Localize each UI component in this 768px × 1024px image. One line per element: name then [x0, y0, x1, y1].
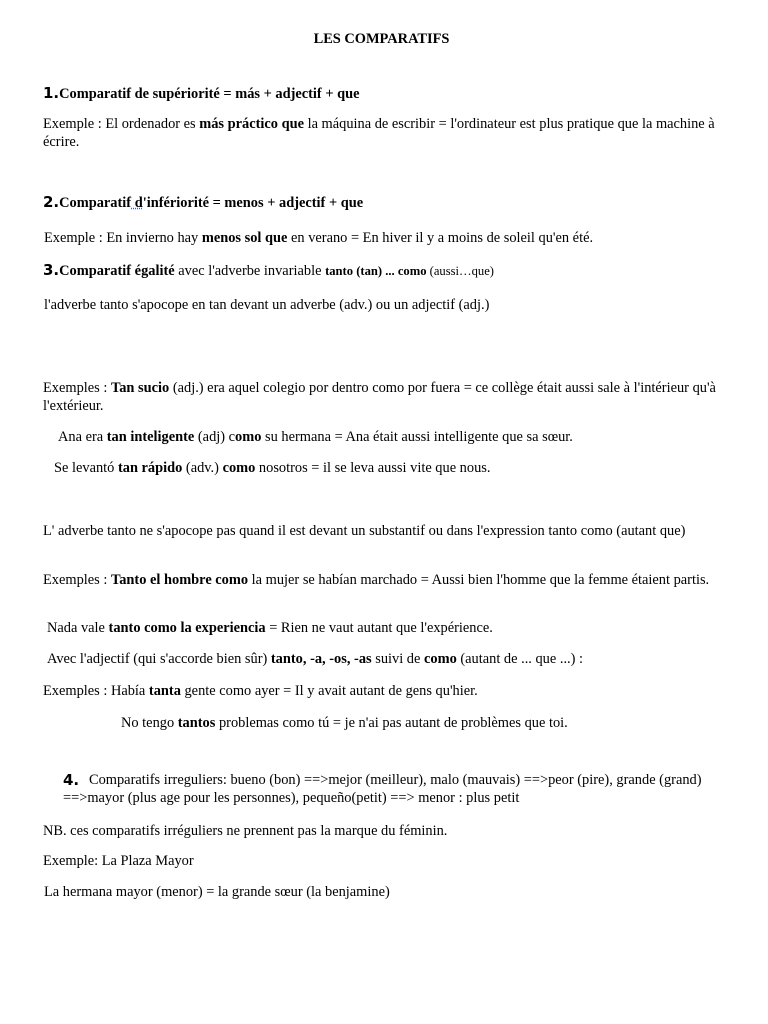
- text: gente como ayer = Il y avait autant de gens qu'hier.: [180, 683, 478, 699]
- section-4-example-plaza: Exemple: La Plaza Mayor: [43, 853, 194, 869]
- text-bold: Tanto el hombre como: [110, 572, 249, 588]
- heading-text: = menos + adjectif + que: [209, 195, 364, 211]
- example-tan-rapido: [54, 459, 744, 477]
- text: su hermana = Ana était aussi intelligente que sa sœur.: [261, 429, 573, 445]
- text: Exemple : En invierno hay: [44, 230, 202, 246]
- section-2-heading: [43, 193, 733, 212]
- heading-text: Comparatif égalité: [59, 263, 175, 279]
- text: (autant de ... que ...) :: [456, 651, 584, 667]
- text-bold: más práctico que: [199, 116, 304, 132]
- text-bold: menos sol que: [201, 230, 288, 246]
- text: Exemple : El ordenador es: [43, 116, 200, 132]
- text: problemas como tú = je n'ai pas autant de problèmes que toi.: [215, 715, 568, 731]
- heading-text: avec l'adverbe invariable: [174, 263, 326, 279]
- adjective-rule: [47, 650, 737, 668]
- section-4-example-hermana: La hermana mayor (menor) = la grande sœur (la benjamine): [44, 884, 390, 900]
- text: Ana era: [58, 429, 107, 445]
- heading-text: (aussi…que): [426, 264, 495, 278]
- example-nada-vale: [47, 619, 737, 637]
- heading-text: 'infériorité: [142, 195, 210, 211]
- text: nosotros = il se leva aussi vite que nous.: [255, 460, 491, 476]
- section-number: 2.: [43, 193, 60, 211]
- text: en verano = En hiver il y a moins de soleil qu'en été.: [287, 230, 594, 246]
- text: Nada vale: [47, 620, 109, 636]
- section-3-heading: [43, 261, 733, 280]
- section-number: 1.: [43, 84, 60, 102]
- example-tantos-problemas: [121, 714, 721, 732]
- text-bold: tanto, -a, -os, -as: [270, 651, 372, 667]
- section-4-text: Comparatifs irreguliers: bueno (bon) ==>mejor (meilleur), malo (mauvais) ==>peor (pire), grande (grand) ==>mayor (plus age pour les personnes), pequeño(petit) ==> menor : plus petit: [63, 772, 702, 806]
- text: (adj.) era aquel colegio por dentro como por fuera = ce collège était aussi sale à l'intérieur qu'à l'extérieur.: [43, 380, 716, 414]
- text: = Rien ne vaut autant que l'expérience.: [265, 620, 493, 636]
- example-tan-sucio: [43, 379, 733, 415]
- text-bold: tantos: [177, 715, 216, 731]
- example-tanto-el-hombre: [43, 571, 733, 589]
- apocope-rule: l'adverbe tanto s'apocope en tan devant un adverbe (adv.) ou un adjectif (adj.): [44, 297, 490, 313]
- heading-text-underlined: d: [131, 195, 143, 211]
- text-bold: tan inteligente: [106, 429, 195, 445]
- text: Exemples : Había: [43, 683, 149, 699]
- heading-text: Comparatif de supériorité = más + adjectif + que: [59, 86, 360, 102]
- text-bold: tanta: [148, 683, 181, 699]
- section-4-number: 4.: [63, 771, 80, 789]
- text: Exemples :: [43, 572, 111, 588]
- text: No tengo: [121, 715, 178, 731]
- text: (adv.): [182, 460, 223, 476]
- section-number: 3.: [43, 261, 60, 279]
- text: Avec l'adjectif (qui s'accorde bien sûr): [47, 651, 271, 667]
- text-bold: como: [424, 651, 457, 667]
- text: suivi de: [371, 651, 424, 667]
- text: Exemples :: [43, 380, 111, 396]
- text-bold: Tan sucio: [110, 380, 170, 396]
- heading-text: Comparatif: [59, 195, 132, 211]
- section-1-heading: [43, 84, 733, 103]
- text: (adj) c: [194, 429, 236, 445]
- example-tanta-gente: [43, 682, 733, 700]
- text-bold: tanto como la experiencia: [108, 620, 266, 636]
- heading-text-bold: tanto (tan) ... como: [325, 264, 427, 278]
- text-bold: como: [222, 460, 256, 476]
- tanto-rule: L' adverbe tanto ne s'apocope pas quand il est devant un substantif ou dans l'expression tanto como (autant que): [43, 523, 686, 539]
- text-bold: tan rápido: [117, 460, 183, 476]
- text: Se levantó: [54, 460, 118, 476]
- section-2-example: [44, 229, 734, 247]
- example-tan-inteligente: [58, 428, 748, 446]
- text-bold: omo: [235, 429, 262, 445]
- section-1-example: [43, 115, 733, 151]
- text: la mujer se habían marchado = Aussi bien l'homme que la femme étaient partis.: [248, 572, 710, 588]
- page-title: LES COMPARATIFS: [313, 31, 450, 47]
- section-4-note: NB. ces comparatifs irréguliers ne prennent pas la marque du féminin.: [43, 823, 448, 839]
- text: la máquina de escribir = l'ordinateur est plus pratique que la machine à écrire.: [43, 116, 715, 150]
